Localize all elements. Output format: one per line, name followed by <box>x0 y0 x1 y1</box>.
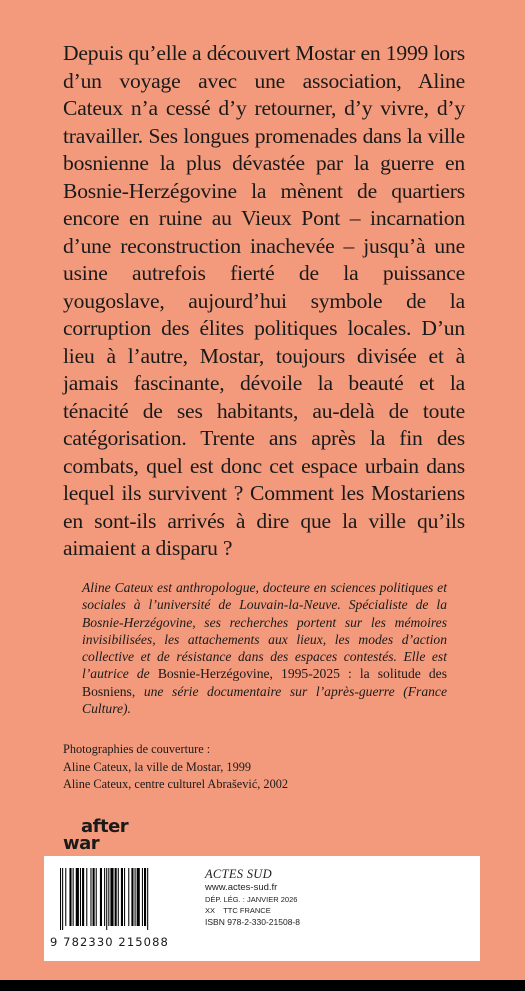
barcode-icon <box>58 868 184 930</box>
publisher-info <box>205 866 465 928</box>
author-bio <box>82 579 447 717</box>
price-code: XX TTC FRANCE <box>205 906 271 915</box>
afterwar-logo <box>63 816 129 854</box>
isbn: ISBN 978-2-330-21508-8 <box>205 916 300 927</box>
legal-deposit: DÉP. LÉG. : JANVIER 2026 <box>205 894 298 904</box>
publisher-url: www.actes-sud.fr <box>205 882 278 893</box>
publisher-name: ACTES SUD <box>205 867 272 881</box>
barcode-digits: 9 782330 215088 <box>50 935 169 949</box>
credits-line-1: Aline Cateux, la ville de Mostar, 1999 <box>63 759 252 774</box>
bio-book-title: Bosnie-Herzégovine, 1995-2025 : la solitude des Bosniens, <box>82 666 448 699</box>
bio-italic-part-2: une série documentaire sur l’après-guerre (France Culture). <box>82 683 447 717</box>
bio-italic-part-1: Aline Cateux est anthropologue, docteure en sciences politiques et sociales à l’université de Louvain-la-Neuve. Spécialiste de la Bosnie-Herzégovine, ses recherches portent sur les mémoires invisibilisées, les attachements aux lieux, les modes d’action collective et de résistance dans des espaces contestés. Elle est l’autrice de <box>82 580 447 682</box>
photo-credits <box>63 741 443 794</box>
blurb-text: Depuis qu’elle a découvert Mostar en 1999 lors d’un voyage avec une association, Aline Cateux n’a cessé d’y retourner, d’y vivre, d’y travailler. Ses longues promenades dans la ville bosnienne la plus dévastée par la guerre en Bosnie-Herzégovine la mènent de quartiers encore en ruine au Vieux Pont – incarnation d’une reconstruction inachevée – jusqu’à une usine autrefois fierté de la puissance yougoslave, aujourd’hui symbole de la corruption des élites politiques locales. D’un lieu à l’autre, Mostar, toujours divisée et à jamais fascinante, dévoile la beauté et la ténacité de ses habitants, au-delà de toute catégorisation. Trente ans après la fin des combats, quel est donc cet espace urbain dans lequel ils survivent ? Comment les Mostariens en sont-ils arrivés à dire que la ville qu’ils aimaient a disparu ? <box>63 41 465 560</box>
credits-heading: Photographies de couverture : <box>63 742 211 756</box>
barcode-panel <box>44 856 480 961</box>
logo-line-2: war <box>63 833 100 854</box>
logo-line-1: after <box>81 816 129 837</box>
credits-line-2: Aline Cateux, centre culturel Abrašević, 2002 <box>63 777 289 791</box>
